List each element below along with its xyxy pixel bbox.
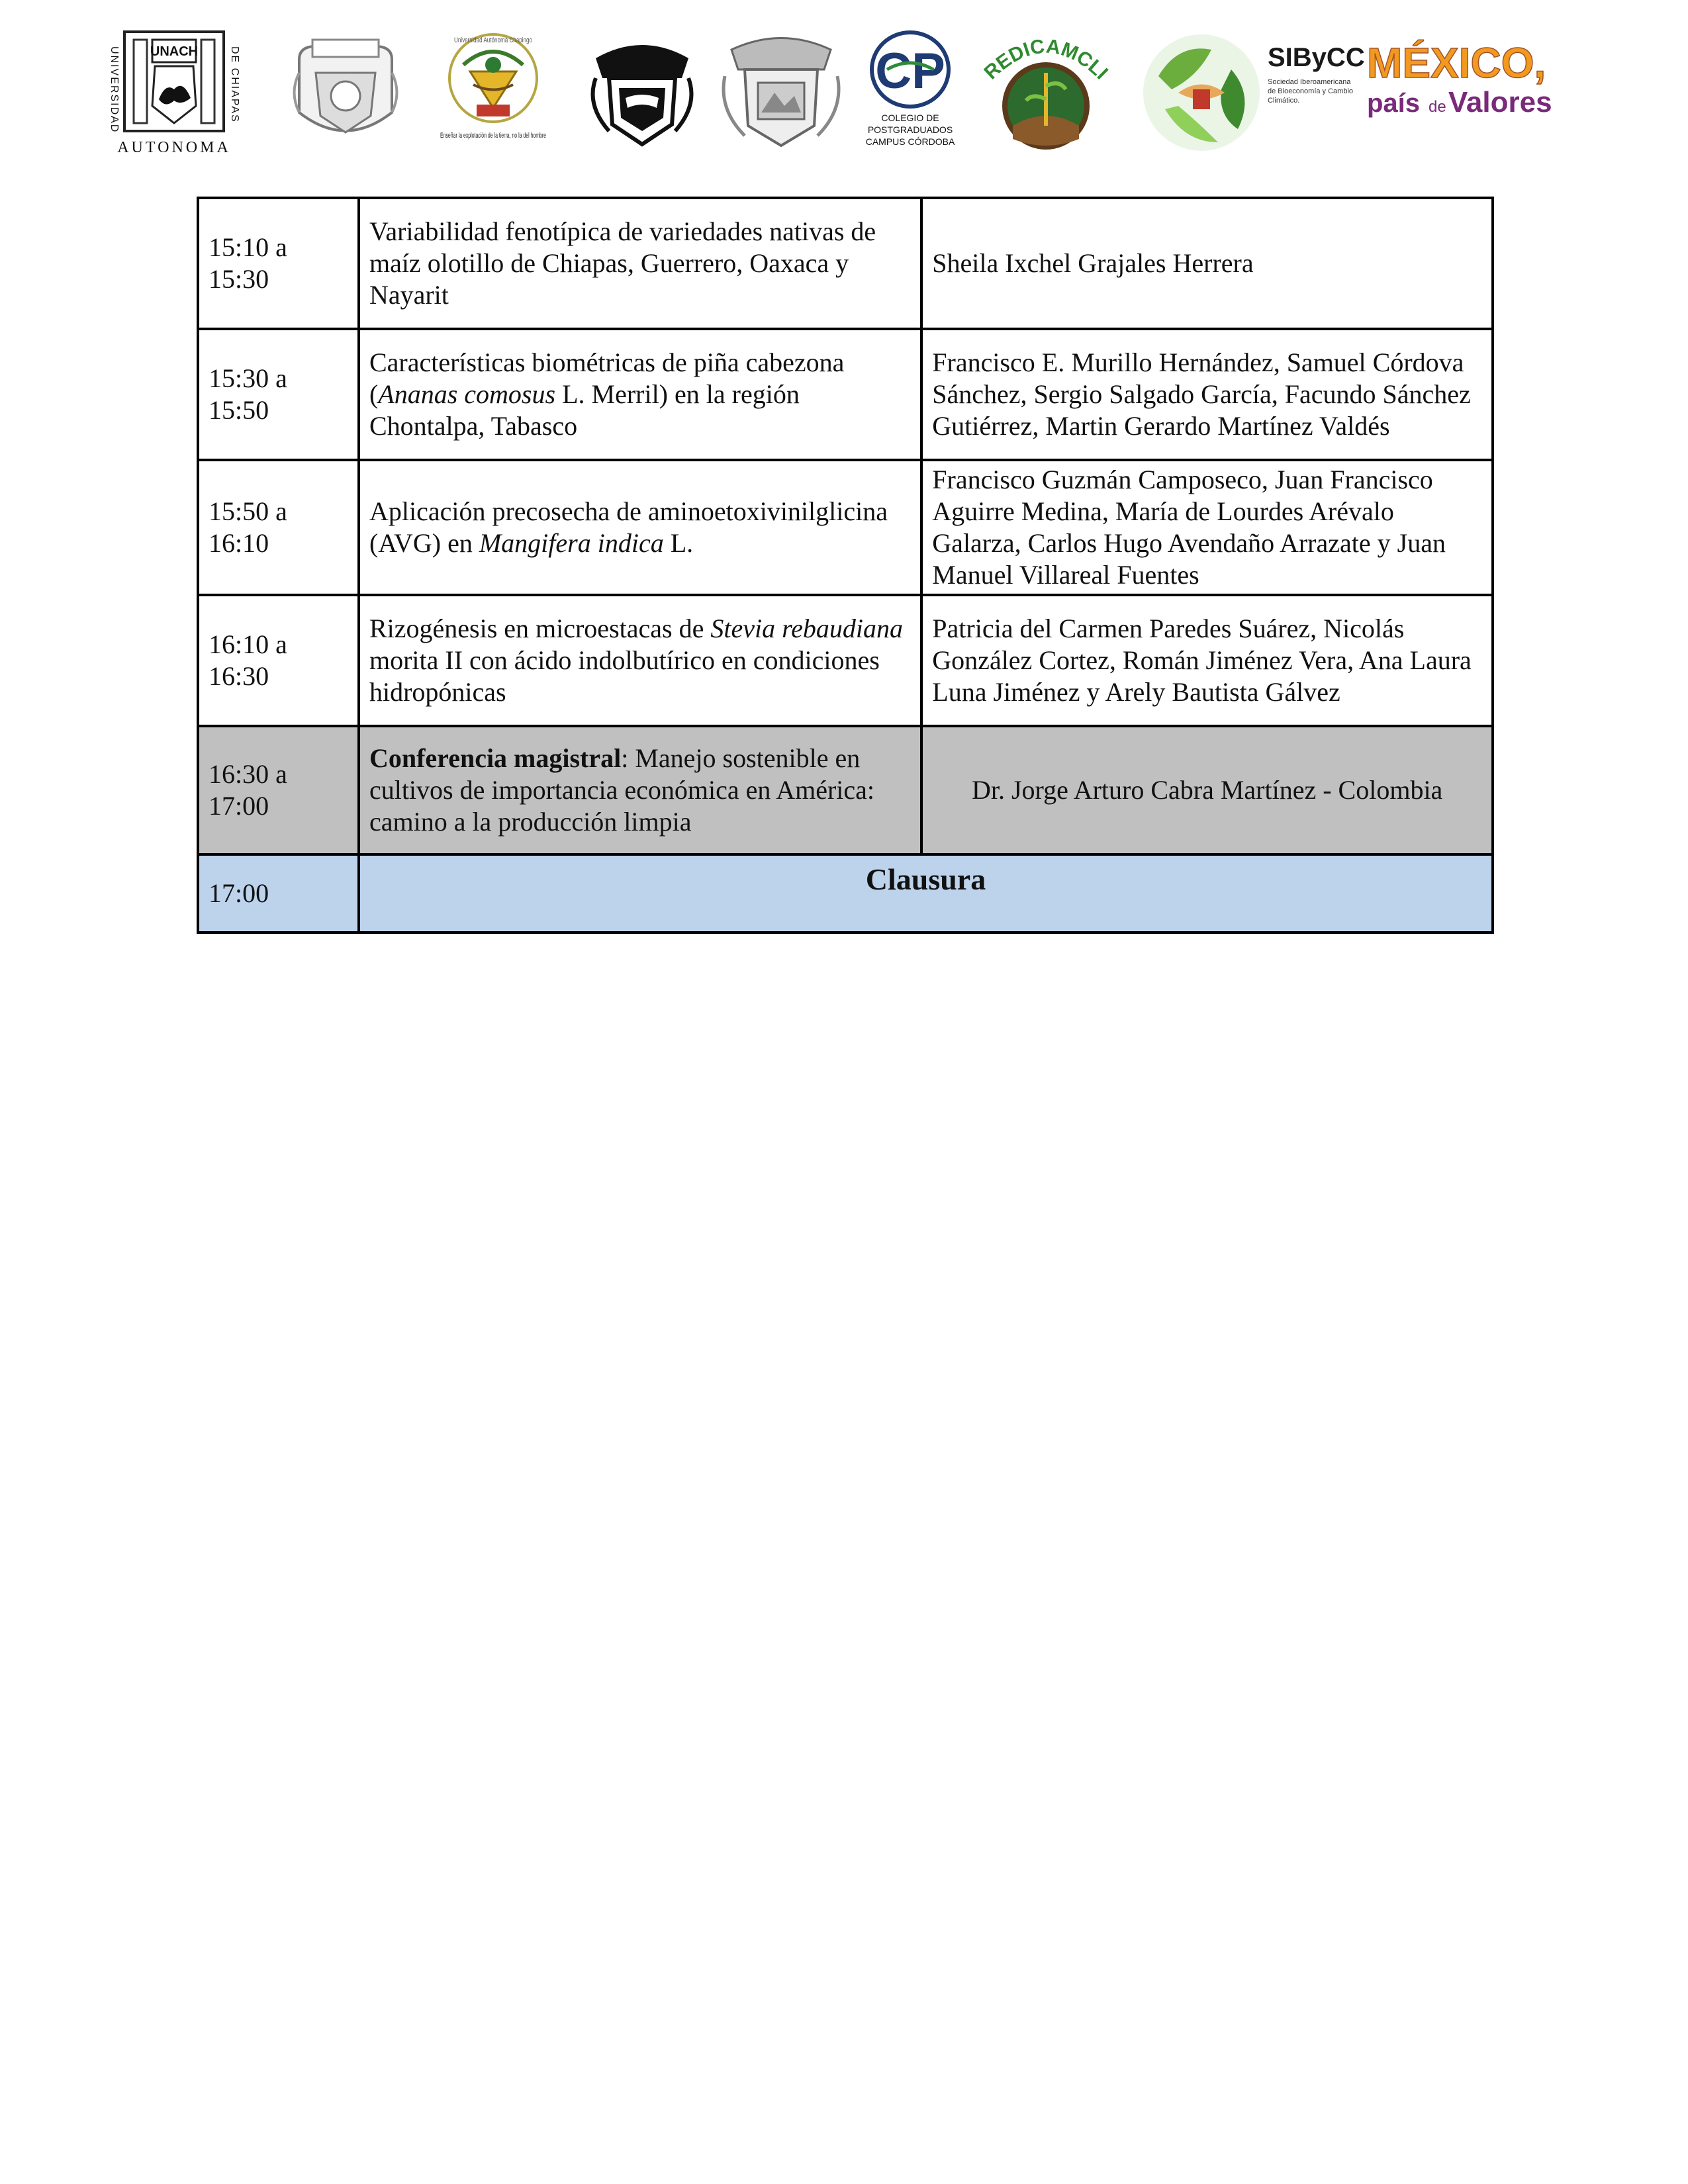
session-time: 15:30 a 15:50 bbox=[198, 329, 359, 460]
session-time: 16:30 a 17:00 bbox=[198, 726, 359, 854]
colpos-line-2: POSTGRADUADOS bbox=[867, 124, 953, 135]
unach-top-text: UNIVERSIDAD bbox=[109, 46, 120, 134]
talk-authors: Francisco E. Murillo Hernández, Samuel Córdova Sánchez, Sergio Salgado García, Facundo Sánchez Gutiérrez, Martin Gerardo Martínez Valdés bbox=[921, 329, 1493, 460]
closing-label: Clausura bbox=[865, 862, 986, 896]
species-name: Ananas comosus bbox=[378, 379, 556, 409]
unach-logo bbox=[99, 26, 252, 159]
talk-row bbox=[198, 595, 1493, 726]
sibycc-line-2: de Bioeconomía y Cambio bbox=[1268, 87, 1354, 95]
university-eagle-logo bbox=[718, 30, 844, 156]
colpos-logo bbox=[861, 30, 960, 156]
closing-cell bbox=[359, 854, 1493, 933]
uach-logo bbox=[437, 25, 549, 164]
colpos-line-3: CAMPUS CÓRDOBA bbox=[865, 136, 955, 147]
title-text: Rizogénesis en microestacas de bbox=[369, 614, 711, 643]
talk-row bbox=[198, 460, 1493, 595]
title-text: Aplicación precosecha de aminoetoxivinilglicina (AVG) en bbox=[369, 496, 888, 558]
colpos-acronym: CP bbox=[875, 43, 945, 99]
talk-authors: Patricia del Carmen Paredes Suárez, Nicolás González Cortez, Román Jiménez Vera, Ana Laura Luna Jiménez y Arely Bautista Gálvez bbox=[921, 595, 1493, 726]
sibycc-logo bbox=[1139, 30, 1365, 156]
unach-bottom-text: AUTONOMA bbox=[117, 139, 231, 156]
valores-word: Valores bbox=[1448, 86, 1552, 118]
university-crest-logo bbox=[286, 33, 405, 152]
species-name: Mangifera indica bbox=[479, 528, 664, 558]
colpos-line-1: COLEGIO DE bbox=[881, 113, 939, 123]
talk-row bbox=[198, 198, 1493, 329]
sibycc-line-3: Climático. bbox=[1268, 97, 1300, 105]
talk-authors: Dr. Jorge Arturo Cabra Martínez - Colombia bbox=[921, 726, 1493, 854]
talk-authors: Francisco Guzmán Camposeco, Juan Francisco Aguirre Medina, María de Lourdes Arévalo Galarza, Carlos Hugo Avendaño Arrazate y Juan Manuel Villareal Fuentes bbox=[921, 460, 1493, 595]
talk-authors: Sheila Ixchel Grajales Herrera bbox=[921, 198, 1493, 329]
sibycc-name: SIByCC bbox=[1268, 43, 1365, 72]
redicamcli-name: REDICAMCLI bbox=[980, 35, 1112, 84]
session-time: 16:10 a 16:30 bbox=[198, 595, 359, 726]
closing-row bbox=[198, 854, 1493, 933]
uach-motto: Enseñar la explotación de la tierra, no la del hombre bbox=[440, 132, 546, 140]
title-text: Variabilidad fenotípica de variedades nativas de maíz olotillo de Chiapas, Guerrero, Oaxaca y Nayarit bbox=[369, 216, 876, 310]
mexico-pais-de-valores-logo bbox=[1357, 36, 1602, 129]
talk-row bbox=[198, 329, 1493, 460]
pais-word: país bbox=[1367, 89, 1421, 118]
title-text: L. Merril) en la región Chontalpa, Tabasco bbox=[369, 379, 800, 441]
mexico-word: MÉXICO, bbox=[1367, 39, 1546, 87]
title-text: Características biométricas de piña cabezona ( bbox=[369, 347, 845, 409]
talk-title bbox=[359, 198, 921, 329]
closing-time: 17:00 bbox=[198, 854, 359, 933]
eagle-crest-logo bbox=[583, 32, 702, 151]
session-time: 15:10 a 15:30 bbox=[198, 198, 359, 329]
talk-title bbox=[359, 329, 921, 460]
schedule-table bbox=[197, 197, 1494, 934]
session-time: 15:50 a 16:10 bbox=[198, 460, 359, 595]
talk-title bbox=[359, 460, 921, 595]
talk-title bbox=[359, 726, 921, 854]
uach-ring-text: Universidad Autónoma Chapingo bbox=[454, 36, 532, 44]
unach-side-text: DE CHIAPAS bbox=[229, 46, 240, 123]
unach-acronym: UNACH bbox=[150, 44, 199, 59]
species-name: Stevia rebaudiana bbox=[710, 614, 904, 643]
keynote-label: Conferencia magistral bbox=[369, 743, 622, 773]
title-text: morita II con ácido indolbutírico en condiciones hidropónicas bbox=[369, 645, 880, 707]
sibycc-line-1: Sociedad Iberoamericana bbox=[1268, 78, 1351, 86]
talk-title bbox=[359, 595, 921, 726]
title-text: L. bbox=[663, 528, 694, 558]
de-word: de bbox=[1429, 98, 1446, 116]
redicamcli-logo bbox=[980, 26, 1112, 159]
keynote-row bbox=[198, 726, 1493, 854]
schedule-body bbox=[198, 198, 1493, 933]
title-text: : Manejo sostenible en cultivos de importancia económica en América: camino a la producción limpia bbox=[369, 743, 874, 837]
logo-strip bbox=[0, 0, 1688, 165]
